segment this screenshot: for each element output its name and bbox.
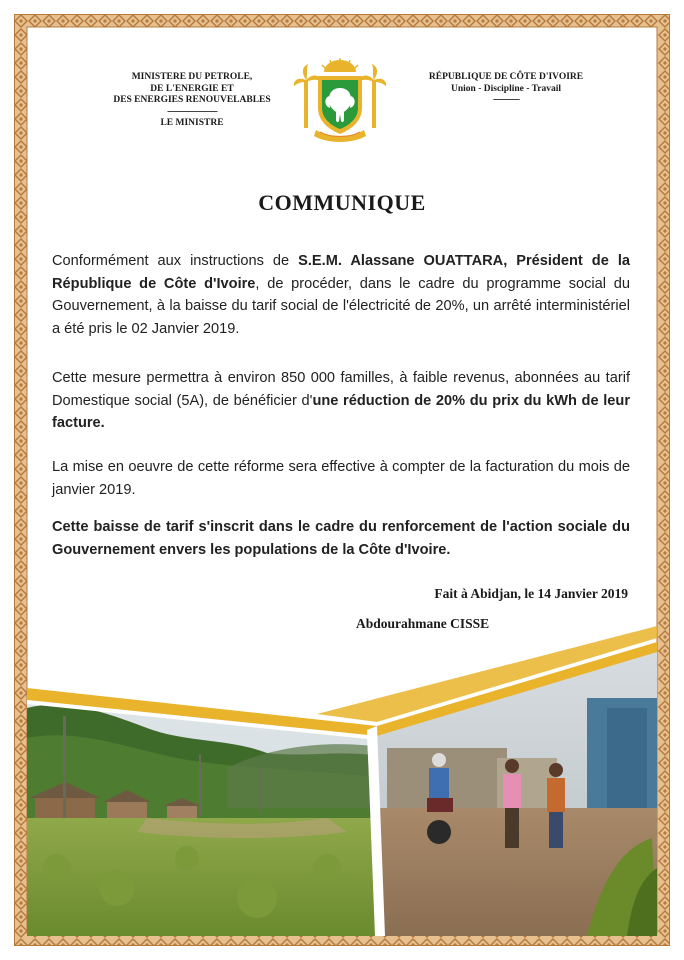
p2-bold-1: une réduction de 20% du prix du kWh de leur facture. xyxy=(52,392,630,431)
ministry-line-minister: LE MINISTRE xyxy=(160,118,224,128)
photo-montage xyxy=(27,618,657,936)
ministry-separator: ----------------------- xyxy=(167,106,217,117)
republic-name: RÉPUBLIQUE DE CÔTE D'IVOIRE xyxy=(428,72,584,82)
republic-motto: Union - Discipline - Travail xyxy=(451,83,561,94)
republic-separator: ------------ xyxy=(493,95,519,105)
p2-text-1: Cette mesure permettra à environ 850 000 familles, à faible revenus, abonnées au tarif Domestique social (5A), de bénéficier d' xyxy=(52,370,630,409)
paragraph-2 xyxy=(52,367,630,435)
paragraph-1 xyxy=(52,250,630,340)
signature-name: Abdourahmane CISSE xyxy=(356,616,490,631)
document-title: COMMUNIQUE xyxy=(258,190,426,215)
ministry-line-1: MINISTERE DU PETROLE, xyxy=(131,72,253,82)
ministry-line-3: DES ENERGIES RENOUVELABLES xyxy=(113,95,271,105)
p1-text-2: , de procéder, dans le cadre du programme social du Gouvernement, à la baisse du tarif social de l'électricité de 20%, un arrêté interministériel a été pris le 02 Janvier 2019. xyxy=(52,275,630,337)
paragraph-4: Cette baisse de tarif s'inscrit dans le cadre du renforcement de l'action sociale du Gouvernement envers les populations de la Côte d'Ivoire. xyxy=(52,519,630,558)
p1-text-1: Conformément aux instructions de xyxy=(52,253,299,269)
ministry-line-2: DE L'ENERGIE ET xyxy=(150,83,234,94)
p1-bold-1: S.E.M. Alassane OUATTARA, Président de la République de Côte d'Ivoire xyxy=(52,253,630,292)
republic-header xyxy=(416,72,596,107)
signature-place-date: Fait à Abidjan, le 14 Janvier 2019 xyxy=(434,586,628,601)
street-photo xyxy=(367,638,657,936)
coat-of-arms-emblem xyxy=(294,58,386,142)
ministry-header xyxy=(92,72,292,130)
paragraph-3: La mise en oeuvre de cette réforme sera effective à compter de la facturation du mois de janvier 2019. xyxy=(52,459,630,498)
